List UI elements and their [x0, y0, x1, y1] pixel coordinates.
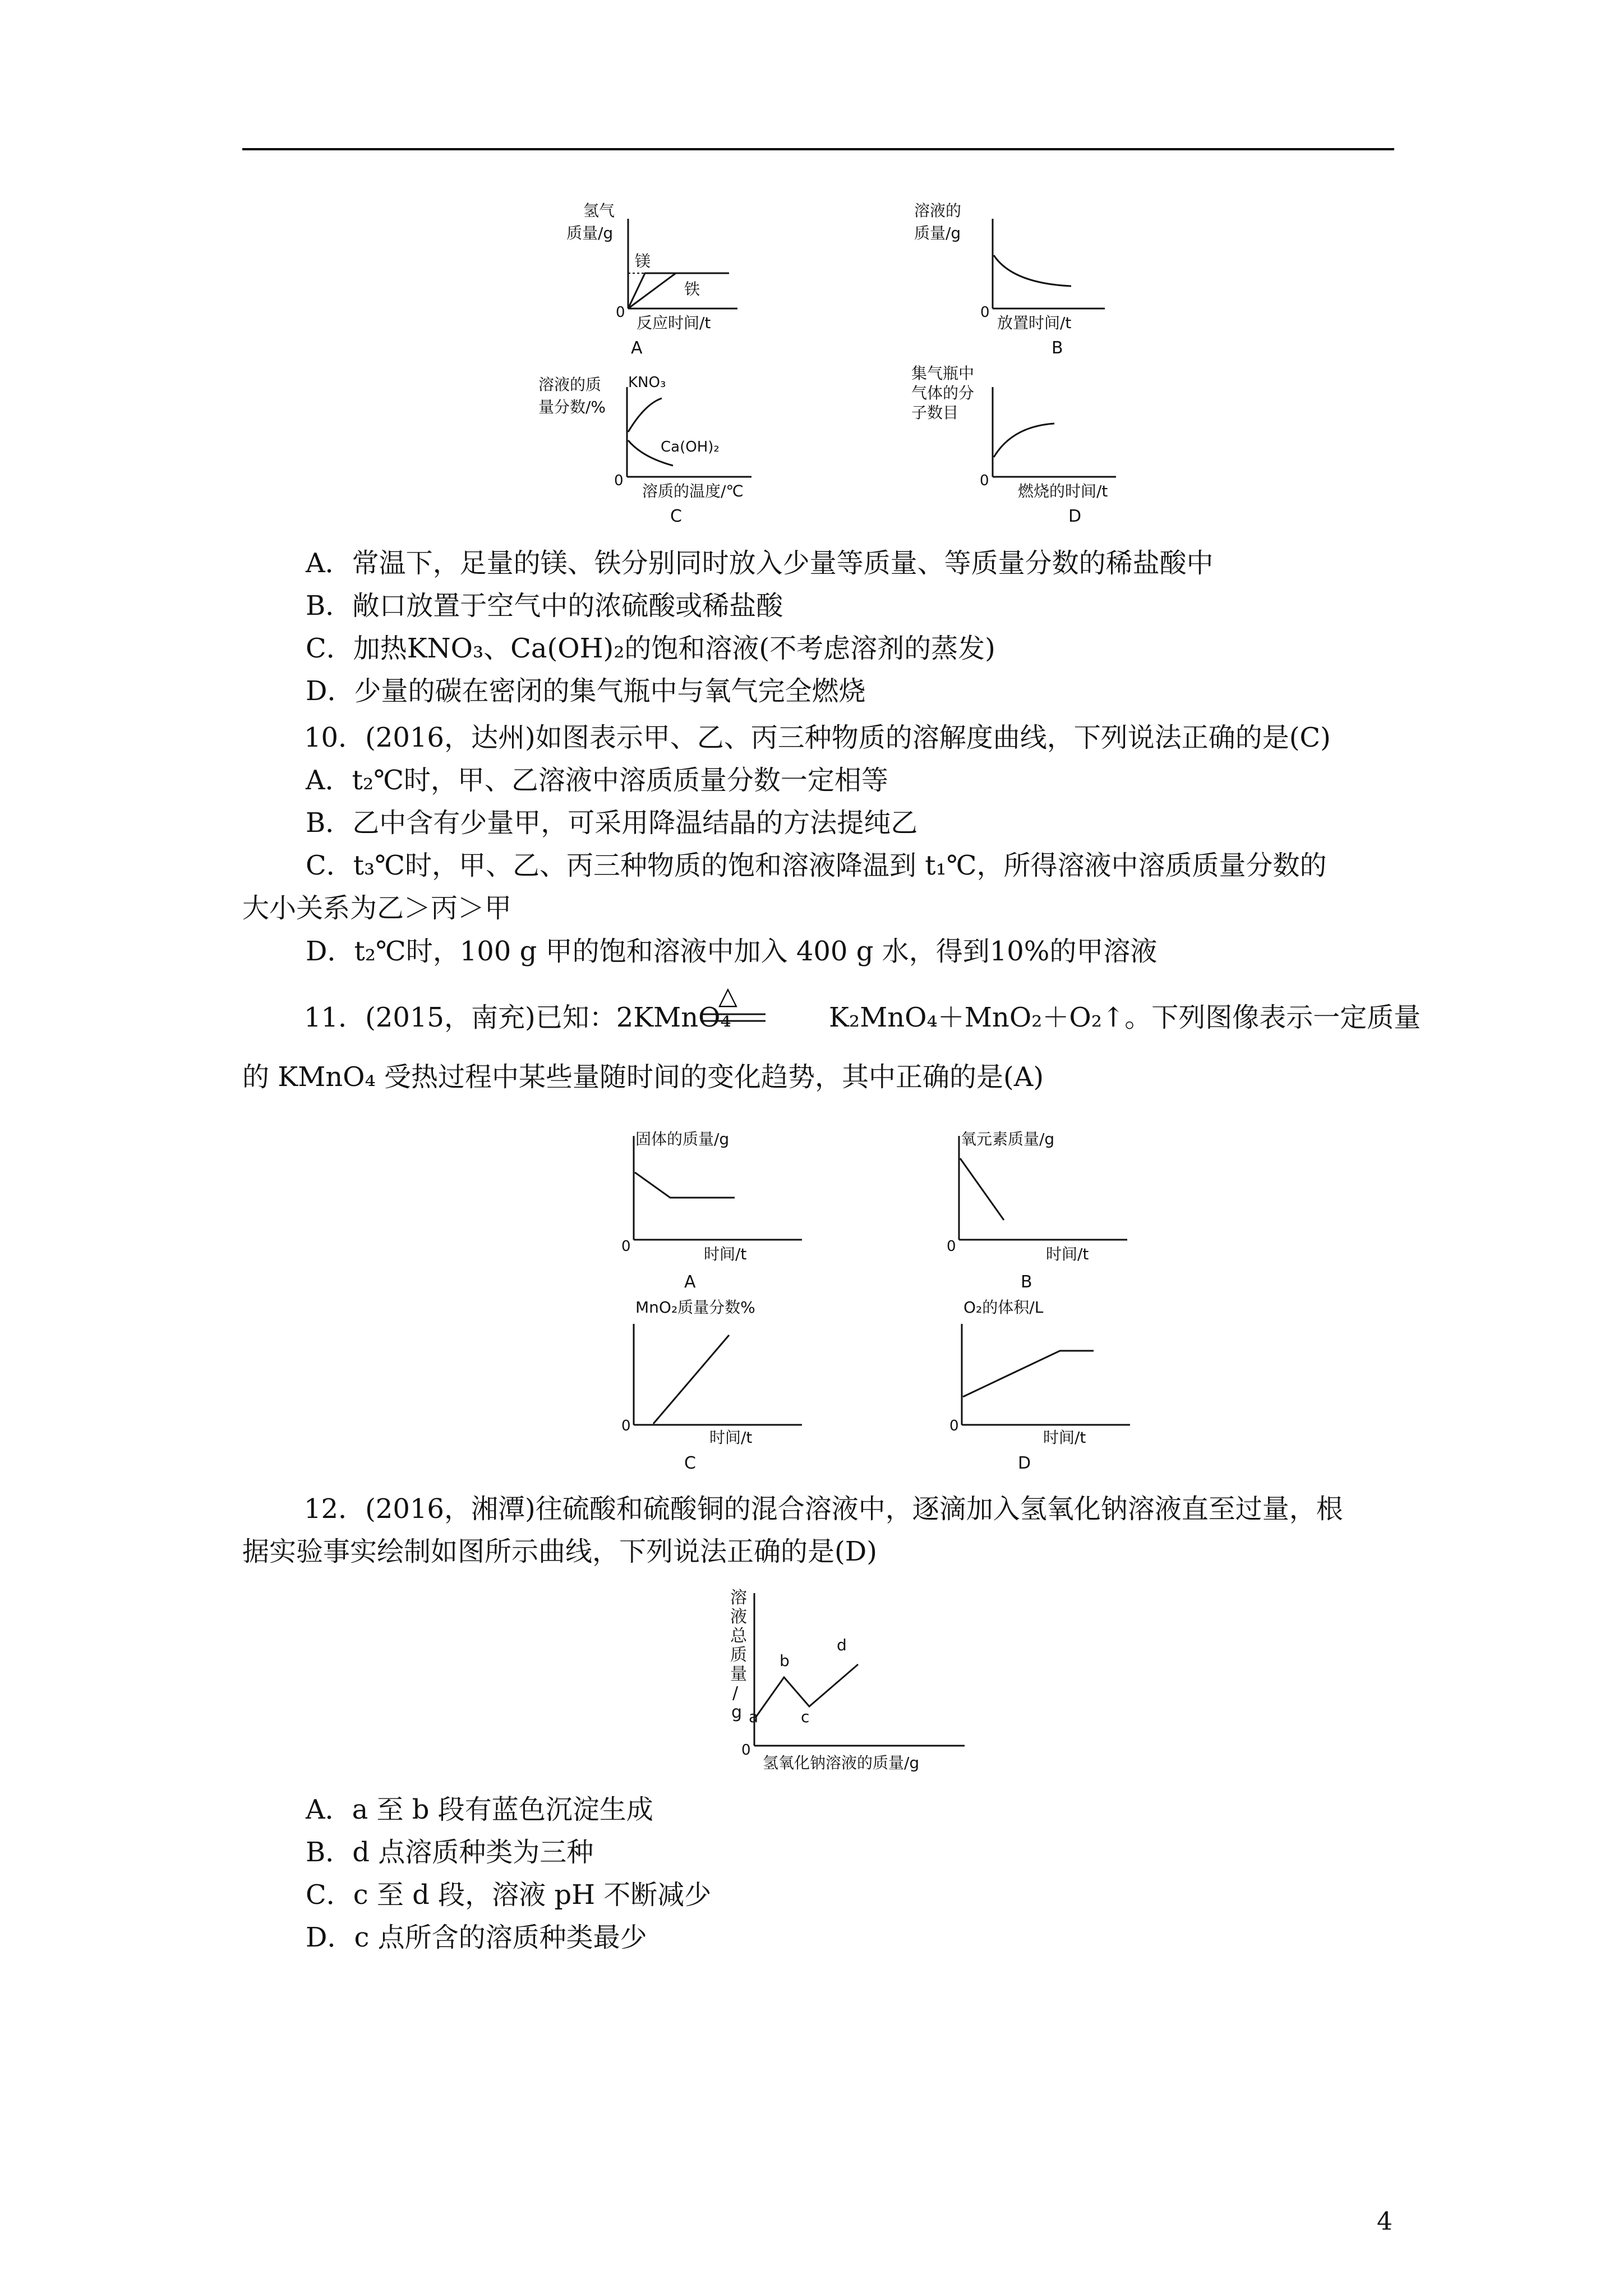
q10-stem: 10．(2016，达州)如图表示甲、乙、丙三种物质的溶解度曲线，下列说法正确的是(C)	[304, 722, 1331, 753]
q10-option-c: C．t₃℃时，甲、乙、丙三种物质的饱和溶液降温到 t₁℃，所得溶液中溶质质量分数的	[306, 850, 1327, 881]
axis-label-y3: 子数目	[911, 403, 959, 422]
axis-label-x: 放置时间/t	[997, 314, 1072, 332]
axis-label-y-char: 溶	[730, 1588, 747, 1608]
q12-stem-line2: 据实验事实绘制如图所示曲线，下列说法正确的是(D)	[242, 1536, 877, 1567]
origin-label: 0	[741, 1742, 751, 1759]
solid-mass-curve	[635, 1172, 735, 1198]
axis-label-x: 反应时间/t	[637, 314, 711, 332]
q12-chart	[718, 1582, 987, 1784]
iron-curve	[628, 273, 676, 309]
q12-stem-line1: 12．(2016，湘潭)往硫酸和硫酸铜的混合溶液中，逐滴加入氢氧化钠溶液直至过量，根	[304, 1493, 1343, 1525]
chart-caption: C	[684, 1453, 696, 1473]
axis-label-y: 固体的质量/g	[635, 1130, 730, 1148]
q12-option-d: D．c 点所含的溶质种类最少	[306, 1922, 647, 1953]
axis-label-y-char: g	[731, 1703, 743, 1722]
curve-label-fe: 铁	[684, 280, 700, 298]
figure-caption: A	[631, 338, 643, 358]
q9-figure-a	[561, 191, 796, 359]
molecule-curve	[994, 424, 1054, 457]
origin-label: 0	[621, 1418, 631, 1434]
oxygen-mass-curve	[960, 1158, 1004, 1220]
q11-chart-d	[925, 1298, 1161, 1475]
axis-label-y-char: 质	[730, 1645, 747, 1665]
chart-caption: A	[684, 1272, 696, 1292]
axis-label-y: MnO₂质量分数%	[635, 1298, 755, 1317]
heating-condition	[697, 981, 770, 1042]
q9-option-a: A．常温下，足量的镁、铁分别同时放入少量等质量、等质量分数的稀盐酸中	[306, 547, 1214, 579]
q9-figure-b	[909, 191, 1144, 359]
axis-label-x: 时间/t	[1043, 1428, 1086, 1447]
figure-caption: D	[1068, 507, 1082, 526]
axis-label-y2: 质量/g	[566, 224, 614, 242]
q10-option-d: D．t₂℃时，100 g 甲的饱和溶液中加入 400 g 水，得到10%的甲溶液	[306, 936, 1158, 967]
q9-figure-d	[900, 359, 1158, 533]
axis-label-x: 时间/t	[704, 1245, 747, 1263]
q11-stem-part1: 11．(2015，南充)已知：2KMnO₄	[304, 1002, 731, 1033]
q9-option-d: D．少量的碳在密闭的集气瓶中与氧气完全燃烧	[306, 675, 866, 707]
axis-label-y: 氧元素质量/g	[961, 1130, 1055, 1148]
point-label-d: d	[837, 1636, 847, 1654]
origin-label: 0	[621, 1238, 631, 1255]
origin-label: 0	[949, 1418, 959, 1434]
q11-chart-a	[594, 1122, 819, 1296]
o2-volume-curve	[963, 1351, 1094, 1397]
origin-label: 0	[947, 1238, 956, 1255]
axis-label-x: 溶质的温度/℃	[642, 482, 744, 500]
q12-option-c: C．c 至 d 段，溶液 pH 不断减少	[306, 1879, 712, 1911]
curve-label-caoh2: Ca(OH)₂	[661, 439, 720, 455]
axis-label-y1: 溶液的质	[538, 375, 602, 394]
q11-chart-c	[594, 1298, 830, 1475]
page-number: 4	[1377, 2207, 1393, 2236]
axis-label-x: 时间/t	[1046, 1245, 1089, 1263]
axis-label-y2: 量分数/%	[538, 398, 606, 416]
axis-label-y: O₂的体积/L	[963, 1298, 1044, 1317]
chart-caption: D	[1018, 1453, 1031, 1473]
origin-label: 0	[980, 472, 989, 489]
q11-stem-part2: K₂MnO₄＋MnO₂＋O₂↑。下列图像表示一定质量	[829, 1002, 1421, 1033]
curve-label-kno3: KNO₃	[628, 374, 666, 391]
axis-label-y-char: 量	[730, 1664, 747, 1684]
figure-caption: C	[670, 507, 682, 526]
magnesium-curve	[628, 273, 729, 309]
q11-stem-line2: 的 KMnO₄ 受热过程中某些量随时间的变化趋势，其中正确的是(A)	[242, 1061, 1044, 1093]
axis-label-y2: 气体的分	[911, 384, 975, 402]
origin-label: 0	[980, 304, 990, 321]
axis-label-y1: 氢气	[583, 201, 615, 220]
curve-label-mg: 镁	[635, 252, 651, 270]
origin-label: 0	[614, 472, 624, 489]
axis-label-x: 燃烧的时间/t	[1018, 482, 1108, 500]
q10-option-b: B．乙中含有少量甲，可采用降温结晶的方法提纯乙	[306, 807, 918, 839]
axis-label-y1: 溶液的	[914, 201, 962, 220]
axis-label-y1: 集气瓶中	[911, 364, 975, 383]
figure-caption: B	[1052, 338, 1063, 358]
point-label-a: a	[749, 1708, 759, 1726]
mno2-fraction-curve	[653, 1335, 729, 1424]
q11-chart-b	[925, 1122, 1150, 1296]
q12-option-b: B．d 点溶质种类为三种	[306, 1837, 594, 1868]
q10-option-c-cont: 大小关系为乙＞丙＞甲	[242, 892, 512, 924]
q10-option-a: A．t₂℃时，甲、乙溶液中溶质质量分数一定相等	[306, 765, 888, 796]
header-rule	[242, 148, 1394, 150]
kno3-curve	[628, 398, 662, 432]
q9-option-c: C．加热KNO₃、Ca(OH)₂的饱和溶液(不考虑溶剂的蒸发)	[306, 633, 995, 664]
axis-label-y-char: 液	[730, 1607, 747, 1627]
axis-label-y-char: /	[732, 1683, 739, 1703]
axis-label-y-char: 总	[730, 1626, 747, 1646]
q9-option-b: B．敞口放置于空气中的浓硫酸或稀盐酸	[306, 590, 783, 622]
axis-label-y2: 质量/g	[914, 224, 961, 242]
q9-figure-c	[533, 365, 791, 533]
point-label-c: c	[801, 1708, 810, 1726]
q12-option-a: A．a 至 b 段有蓝色沉淀生成	[306, 1794, 653, 1825]
origin-label: 0	[616, 304, 625, 321]
mass-curve	[994, 255, 1071, 286]
heat-symbol: △	[718, 982, 737, 1010]
axis-label-x: 时间/t	[709, 1428, 753, 1447]
point-label-b: b	[780, 1651, 790, 1670]
axis-label-x: 氢氧化钠溶液的质量/g	[763, 1754, 920, 1772]
chart-caption: B	[1021, 1272, 1032, 1292]
